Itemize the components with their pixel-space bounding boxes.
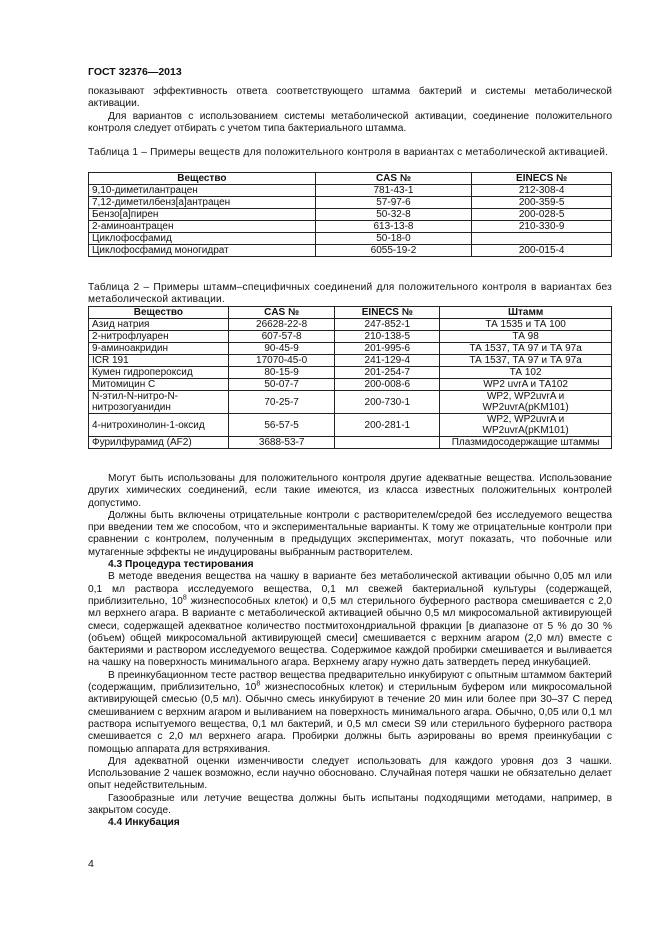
table-cell: N-этил-N-нитро-N-нитрозогуанидин [89,391,229,414]
table-row [89,245,612,257]
table-cell: ICR 191 [89,355,229,367]
table-header-cell: Штамм [440,307,612,319]
intro-block [88,86,612,135]
table-row [89,319,612,331]
table-cell: 200-015-4 [472,245,612,257]
table-cell: 4-нитрохинолин-1-оксид [89,414,229,437]
table-row [89,197,612,209]
paragraph: Газообразные или летучие вещества должны быть испытаны подходящими методами, например, в закрытом сосуде. [88,792,612,817]
table-cell: 50-07-7 [228,379,335,391]
table-cell: 201-995-6 [335,343,440,355]
table-cell: 247-852-1 [335,319,440,331]
table2-caption: Таблица 2 – Примеры штамм–специфичных соединений для положительного контроля в вариантах без метаболической активации. [88,282,612,306]
table-cell: Циклофосфамид [89,233,316,245]
table-cell: 200-028-5 [472,209,612,221]
table-header-cell: EINECS № [472,173,612,185]
table-cell: 50-18-0 [315,233,472,245]
table-cell: 17070-45-0 [228,355,335,367]
paragraph: В методе введения вещества на чашку в варианте без метаболической активации обычно 0,05 мл или 0,1 мл раствора исследуемого вещества, 0,1 мл свежей бактериальной культуры (содержащей, приблизительно, $10^8$ жизнеспособных клеток) и 0,5 мл стерильного буферного раствора смешивается с 2,0 мл верхнего агара. В варианте с метаболической активацией обычно 0,5 мл микросомальной активирующей смеси, содержащей адекватное количество постмитохондриальной фракции [в диапазоне от 5 % до 30 % (объем) общей микросомальной активирующей смеси] смешивается с верхним агаром (2,0 мл) вместе с бактериями и раствором исследуемого вещества. Содержимое каждой пробирки смешивается и выливается на чашку на поверхность минимального агара. Верхнему агару нужно дать затвердеть перед инкубацией. [88,571,612,669]
table-header-cell: EINECS № [335,307,440,319]
table-cell: ТА 1535 и ТА 100 [440,319,612,331]
table-cell: 2-нитрофлуарен [89,331,229,343]
table-cell: 200-359-5 [472,197,612,209]
table-cell: ТА 1537, ТА 97 и ТА 97а [440,355,612,367]
table-cell: WP2, WP2uvrA и WP2uvrA(pKM101) [440,391,612,414]
section-heading-4-4: 4.4 Инкубация [108,817,180,829]
table-row [89,355,612,367]
table-row [89,331,612,343]
table-cell: Фурилфурамид (AF2) [89,437,229,449]
table-header-cell: Вещество [89,307,229,319]
table-cell: 212-308-4 [472,185,612,197]
table-header-cell: CAS № [315,173,472,185]
paragraph: Могут быть использованы для положительного контроля другие адекватные вещества. Использование других химических соединений, если такие имеются, из класса известных положительных контролей допустимо. [88,473,612,509]
table-cell: 9,10-диметилантрацен [89,185,316,197]
body-block [88,473,612,830]
table-cell: WP2, WP2uvrA и WP2uvrA(pKM101) [440,414,612,437]
table-cell: 57-97-6 [315,197,472,209]
table-header-cell: CAS № [228,307,335,319]
table-row [89,391,612,414]
table-cell: 9-аминоакридин [89,343,229,355]
table-row [89,437,612,449]
table-cell [335,437,440,449]
table-cell: 200-008-6 [335,379,440,391]
table-row [89,367,612,379]
table-row [89,185,612,197]
table-cell: Кумен гидропероксид [89,367,229,379]
table-cell: 613-13-8 [315,221,472,233]
table-cell: 90-45-9 [228,343,335,355]
table-cell: Митомицин С [89,379,229,391]
table-row [89,221,612,233]
table1-caption: Таблица 1 – Примеры веществ для положительного контроля в вариантах с метаболической активацией. [88,147,609,158]
table-row [89,343,612,355]
table-row [89,233,612,245]
table-cell: 3688-53-7 [228,437,335,449]
table-cell: Циклофосфамид моногидрат [89,245,316,257]
table-cell: 56-57-5 [228,414,335,437]
table-cell: ТА 98 [440,331,612,343]
table-cell: 7,12-диметилбенз[а]антрацен [89,197,316,209]
table-cell: 70-25-7 [228,391,335,414]
table1 [88,172,612,257]
table-cell: Плазмидосодержащие штаммы [440,437,612,449]
paragraph: В преинкубационном тесте раствор вещества предварительно инкубируют с опытным штаммом бактерий (содержащим, приблизительно, $10^8$ жизнеспособных клеток) и стерильным буфером или микросомальной активирующей смесью (0,5 мл). Обычно смесь инкубируют в течение 20 мин или более при 30–37 С перед смешиванием с верхним агаром и выливанием на поверхность минимального агара. Обычно, 0,05 или 0,1 мл раствора испытуемого вещества, 0,1 мл бактерий, и 0,5 мл смеси S9 или стерильного буферного раствора смешивается с 2,0 мл верхнего агара. Пробирки должны быть аэрированы во время преинкубации с помощью аппарата для встряхивания. [88,669,613,755]
table-header-row [89,307,612,319]
table-row [89,379,612,391]
table-cell: ТА 1537, ТА 97 и ТА 97а [440,343,612,355]
paragraph: показывают эффективность ответа соответствующего штамма бактерий и системы метаболической активации. [88,86,612,110]
table-cell: ТА 102 [440,367,612,379]
table-cell: 241-129-4 [335,355,440,367]
document-header-title: ГОСТ 32376—2013 [88,66,182,78]
table-row [89,209,612,221]
table-header-row [89,173,612,185]
table-cell: 210-138-5 [335,331,440,343]
table-cell: 200-281-1 [335,414,440,437]
section-heading-4-3: 4.3 Процедура тестирования [108,559,254,571]
table-cell: 201-254-7 [335,367,440,379]
table-cell: 2-аминоантрацен [89,221,316,233]
paragraph: Для вариантов с использованием системы метаболической активации, соединение положительного контроля следует отбирать с учетом типа бактериального штамма. [88,110,612,134]
table-cell: 210-330-9 [472,221,612,233]
paragraph: Для адекватной оценки изменчивости следует использовать для каждого уровня доз 3 чашки. Использование 2 чашек возможно, если научно обосновано. Случайная потеря чашки не обязательно делает опыт недействительным. [88,755,612,792]
table-header-cell: Вещество [89,173,316,185]
page-number: 4 [88,858,94,870]
table-row [89,414,612,437]
table-cell: 607-57-8 [228,331,335,343]
table-cell: Бензо[а]пирен [89,209,316,221]
table-cell: WP2 uvrA и ТА102 [440,379,612,391]
table-cell [472,233,612,245]
table-cell: 50-32-8 [315,209,472,221]
table2 [88,306,612,449]
table-cell: 6055-19-2 [315,245,472,257]
table-cell: 26628-22-8 [228,319,335,331]
table-cell: Азид натрия [89,319,229,331]
table-cell: 200-730-1 [335,391,440,414]
table-cell: 781-43-1 [315,185,472,197]
table-cell: 80-15-9 [228,367,335,379]
paragraph: Должны быть включены отрицательные контроли с растворителем/средой без исследуемого вещества при введении тем же способом, что и экспериментальные варианты. К тому же отрицательные контроли при сравнении с контролем, полученным в предыдущих экспериментах, могут показать, что побочные или мутагенные эффекты не индуцированы выбранным растворителем. [88,509,612,558]
